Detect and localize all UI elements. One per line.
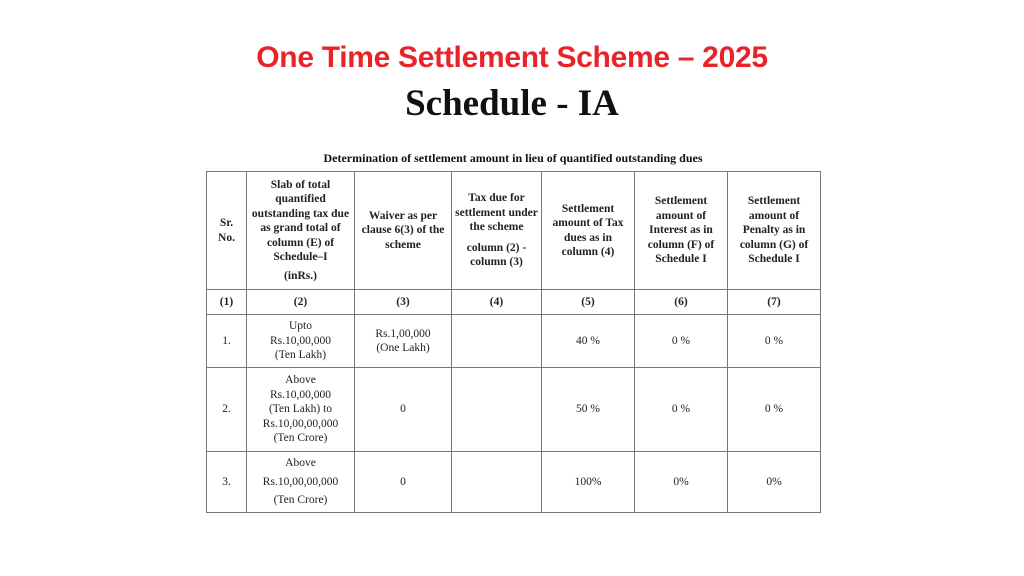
cell-waiver: 0	[355, 452, 452, 513]
cell-interest-pct: 0%	[635, 452, 728, 513]
cell-slab: Upto Rs.10,00,000 (Ten Lakh)	[247, 315, 355, 368]
cell-tax-pct: 100%	[542, 452, 635, 513]
cell-sr: 1.	[207, 315, 247, 368]
cell-tax-pct: 40 %	[542, 315, 635, 368]
cell-interest-pct: 0 %	[635, 368, 728, 452]
cell-waiver: Rs.1,00,000 (One Lakh)	[355, 315, 452, 368]
table-caption: Determination of settlement amount in lieu of quantified outstanding dues	[323, 151, 703, 165]
column-number: (1)	[207, 290, 247, 315]
cell-tax-due	[452, 368, 542, 452]
column-number: (7)	[728, 290, 821, 315]
header-slab: Slab of total quantified outstanding tax due as grand total of column (E) of Schedule–I (inRs.)	[247, 172, 355, 290]
column-number: (2)	[247, 290, 355, 315]
table-row	[207, 452, 821, 513]
cell-penalty-pct: 0%	[728, 452, 821, 513]
slide-title: One Time Settlement Scheme – 2025	[256, 41, 768, 74]
slide-subtitle: Schedule - IA	[405, 83, 619, 124]
cell-penalty-pct: 0 %	[728, 315, 821, 368]
cell-tax-pct: 50 %	[542, 368, 635, 452]
cell-interest-pct: 0 %	[635, 315, 728, 368]
cell-penalty-pct: 0 %	[728, 368, 821, 452]
header-sr-no: Sr. No.	[207, 172, 247, 290]
cell-slab: Above Rs.10,00,00,000 (Ten Crore)	[247, 452, 355, 513]
cell-tax-due	[452, 452, 542, 513]
header-waiver: Waiver as per clause 6(3) of the scheme	[355, 172, 452, 290]
header-settlement-tax: Settlement amount of Tax dues as in column (4)	[542, 172, 635, 290]
header-settlement-penalty: Settlement amount of Penalty as in column (G) of Schedule I	[728, 172, 821, 290]
settlement-table	[206, 171, 821, 513]
table-row	[207, 315, 821, 368]
header-slab-unit: (inRs.)	[284, 269, 317, 282]
cell-slab: Above Rs.10,00,000 (Ten Lakh) to Rs.10,00,00,000 (Ten Crore)	[247, 368, 355, 452]
column-number: (6)	[635, 290, 728, 315]
cell-tax-due	[452, 315, 542, 368]
table-row	[207, 368, 821, 452]
header-settlement-interest: Settlement amount of Interest as in column (F) of Schedule I	[635, 172, 728, 290]
cell-waiver: 0	[355, 368, 452, 452]
header-tax-due-formula: column (2) - column (3)	[466, 241, 527, 269]
cell-sr: 3.	[207, 452, 247, 513]
header-tax-due: Tax due for settlement under the scheme column (2) - column (3)	[452, 172, 542, 290]
column-number: (3)	[355, 290, 452, 315]
column-number: (5)	[542, 290, 635, 315]
column-number-row	[207, 290, 821, 315]
table-header-row	[207, 172, 821, 290]
column-number: (4)	[452, 290, 542, 315]
cell-sr: 2.	[207, 368, 247, 452]
